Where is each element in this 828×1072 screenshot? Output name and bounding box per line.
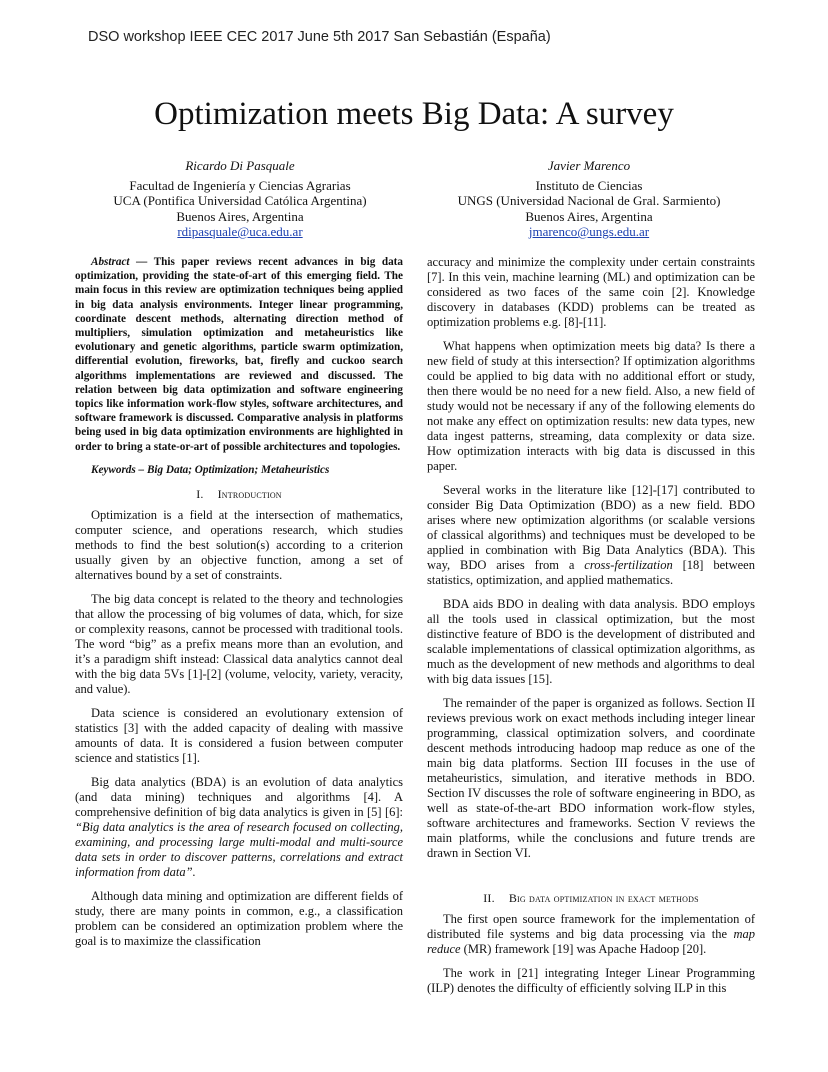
paragraph-text: The first open source framework for the implementation of distributed file systems and big data processing via the: [427, 912, 755, 941]
section-heading-introduction: [75, 487, 403, 502]
paper-title: Optimization meets Big Data: A survey: [154, 96, 674, 132]
author-affiliation: Instituto de Ciencias: [535, 177, 643, 193]
section-title: Introduction: [217, 486, 282, 501]
author-location: Buenos Aires, Argentina: [525, 208, 653, 224]
abstract-text: This paper reviews recent advances in big data optimization, providing the state-of-art of this emerging field. The main focus in this review are optimization techniques being applied in big data analysis environments. Integer linear programming, coordinate descent methods, alternating direction method of multipliers, simulation optimization and metaheuristics like evolutionary and genetic algorithms, particle swarm optimization, differential evolution, fireworks, bat, firefly and cuckoo search algorithms implementations are reviewed and discussed. The relation between big data optimization and software engineering topics like information work-flow styles, software architectures, and software framework is discussed. Comparative analysis in platforms being used in big data optimization environments are highlighted in order to bring a state-or-art of possible architectures and topologies.: [75, 256, 403, 453]
author-name: Javier Marenco: [547, 158, 631, 173]
abstract-label: Abstract —: [91, 256, 148, 268]
paragraph: The remainder of the paper is organized as follows. Section II reviews previous work on exact methods including integer linear programming, classical optimization solvers, and coordinate descent methods introducing hadoop map reduce as one of the main big data platforms. Section III focuses in the use of metaheuristics, simulation, and iterative methods in BDO. Section IV discusses the role of software engineering in BDO, as well as state-of-the-art BDO information work-flow styles, software architectures and frameworks. Section V reviews the main platforms, while the conclusions and future trends are drawn in Section VI.: [427, 696, 755, 860]
paragraph: Although data mining and optimization are different fields of study, there are many points in common, e.g., a classification problem can be considered an optimization problem where the goal is to maximize the classification: [75, 888, 403, 948]
paragraph-text: [18] between statistics, optimization, and applied mathematics.: [427, 558, 755, 587]
paragraph: [75, 775, 403, 880]
abstract: [75, 255, 403, 454]
emphasis-text: map reduce: [427, 927, 755, 956]
left-column: [75, 255, 403, 958]
paragraph: Data science is considered an evolutionary extension of statistics [3] with the added capacity of dealing with massive amounts of data. It is considered a fusion between computer science and statistics [1].: [75, 705, 403, 765]
author-affiliation: Facultad de Ingeniería y Ciencias Agrarias: [129, 177, 351, 193]
paragraph: [427, 483, 755, 588]
author-affiliation: UNGS (Universidad Nacional de Gral. Sarmiento): [457, 193, 721, 208]
paragraph: accuracy and minimize the complexity under certain constraints [7]. In this vein, machine learning (ML) and optimization can be considered as two faces of the same coin [2]. Knowledge discovery in databases (KDD) problems can be treated as optimization problems e.g. [8]-[11].: [427, 255, 755, 329]
section-title: Big data optimization in exact methods: [508, 891, 699, 905]
section-heading-exact-methods: [427, 891, 755, 906]
running-header: DSO workshop IEEE CEC 2017 June 5th 2017 San Sebastián (España): [88, 29, 551, 45]
right-column: [427, 255, 755, 1005]
paragraph: The big data concept is related to the theory and technologies that allow the processing of big volumes of data, which, for size or complexity reasons, cannot be processed with traditional tools. The word “big” as a prefix means more than an evolution, and it’s a paradigm shift instead: Classical data analytics cannot deal with the big data 5Vs [1]-[2] (volume, velocity, variety, veracity, and value).: [75, 591, 403, 696]
definition-quote: “Big data analytics is the area of research focused on collecting, examining, and processing large multi-modal and multi-source data sets in order to discover patterns, correlations and extract information from data”.: [75, 819, 403, 879]
author-block-1: [75, 158, 405, 240]
paragraph: [427, 912, 755, 957]
keywords: Keywords – Big Data; Optimization; Metaheuristics: [91, 463, 330, 476]
paragraph: BDA aids BDO in dealing with data analysis. BDO employs all the tools used in classical optimization, but the most distinctive feature of BDO is the development of distributed and scalable implementations of classical optimization algorithms, as much as the development of new methods and algorithms to deal with big data issues [15].: [427, 597, 755, 686]
author-affiliation: UCA (Pontifica Universidad Católica Argentina): [113, 193, 367, 208]
author-email-link[interactable]: jmarenco@ungs.edu.ar: [528, 224, 650, 239]
author-email-link[interactable]: rdipasquale@uca.edu.ar: [177, 224, 303, 239]
emphasis-text: cross-fertilization: [584, 558, 673, 572]
author-name: Ricardo Di Pasquale: [185, 158, 295, 173]
author-block-2: [424, 158, 754, 240]
paragraph-text: Big data analytics (BDA) is an evolution of data analytics (and data mining) techniques and algorithms [4]. A comprehensive definition of big data analytics is given in [5] [6]:: [75, 774, 403, 819]
paragraph: The work in [21] integrating Integer Linear Programming (ILP) denotes the difficulty of efficiently solving ILP in this: [427, 966, 755, 995]
section-number: I.: [196, 486, 204, 501]
paragraph: Optimization is a field at the intersection of mathematics, computer science, and operations research, which studies methods to find the best solution(s) according to a criterion usually given by an objective function, among a set of alternatives bound by a set of constraints.: [75, 507, 403, 582]
paragraph-text: (MR) framework [19] was Apache Hadoop [20].: [460, 942, 707, 956]
section-number: II.: [483, 891, 495, 905]
paragraph: What happens when optimization meets big data? Is there a new field of study at this intersection? If optimization algorithms could be applied to big data with no additional effort or study, then there would be no need for a new field. Also, a new field of study would not be necessary if any of the following elements do not make any effect on optimization results: new data types, new data ingest patterns, streaming, data complexity or data size. How optimization interacts with big data is discussed in this paper.: [427, 339, 755, 473]
paragraph-text: Several works in the literature like [12]-[17] contributed to consider Big Data Optimization (BDO) as a new field. BDO arises where new optimization algorithms (or scalable versions of classical algorithms) and techniques must be developed to be applied in combination with Big Data Analytics (BDA). This way, BDO arises from a: [427, 483, 755, 572]
author-location: Buenos Aires, Argentina: [176, 208, 304, 224]
